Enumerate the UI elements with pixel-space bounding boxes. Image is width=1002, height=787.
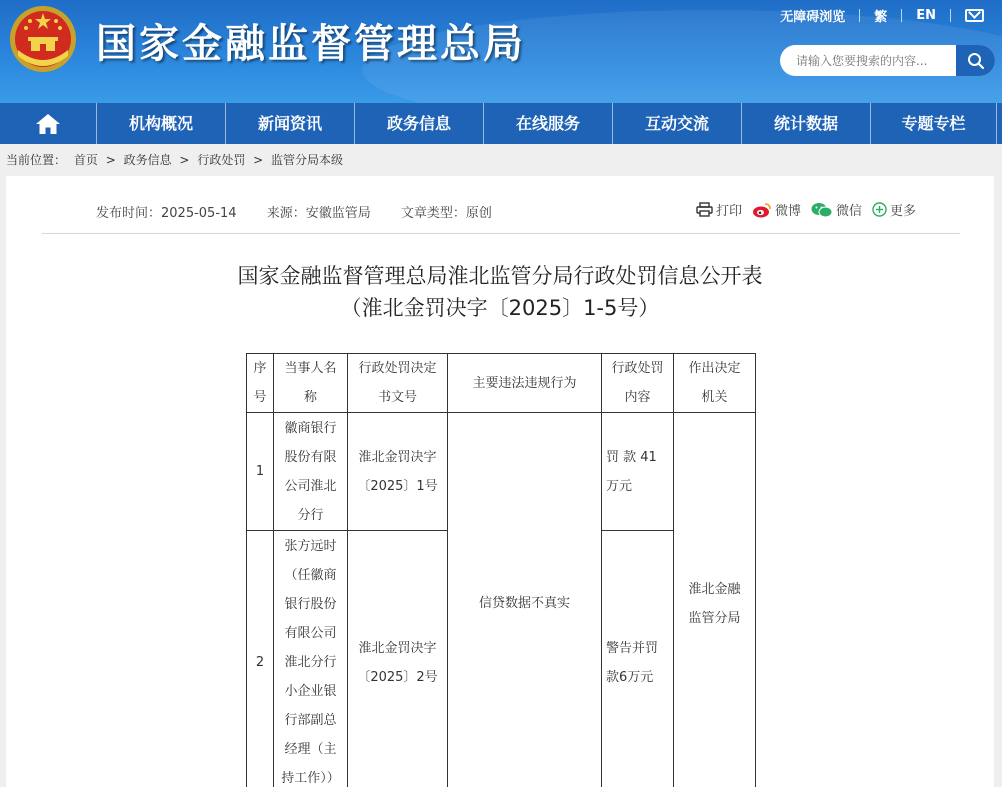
article-panel xyxy=(6,176,994,787)
breadcrumb: 当前位置： 首页 > 政务信息 > 行政处罚 > 监管分局本级 xyxy=(6,153,344,167)
nav-item-organization[interactable]: 机构概况 xyxy=(96,103,225,144)
row-authority: 淮北金融 监管分局 xyxy=(674,413,756,787)
header-authority: 作出决定 机关 xyxy=(674,354,756,413)
plus-circle-icon xyxy=(872,202,887,217)
weibo-icon xyxy=(752,202,772,218)
breadcrumb-home[interactable]: 首页 xyxy=(73,153,98,167)
search-input[interactable] xyxy=(780,45,956,76)
site-header xyxy=(0,0,1002,103)
search-box xyxy=(780,45,995,76)
publish-time: 发布时间：2025-05-14 xyxy=(96,206,237,221)
row-party: 张方远时 （任徽商 银行股份 有限公司 淮北分行 小企业银 行部副总 经理（主 持工作）） xyxy=(274,531,348,787)
english-link[interactable]: EN xyxy=(916,8,936,23)
penalty-table xyxy=(246,353,756,787)
separator xyxy=(901,9,902,22)
row-docno: 淮北金罚决字 〔2025〕2号 xyxy=(348,531,448,787)
share-bar xyxy=(686,200,916,219)
row-content: 警告并罚 款6万元 xyxy=(602,531,674,787)
article-type: 文章类型：原创 xyxy=(400,206,492,221)
more-share-button[interactable]: 更多 xyxy=(872,200,916,219)
traditional-chinese-link[interactable]: 繁 xyxy=(874,10,888,25)
header-docno: 行政处罚决定 书文号 xyxy=(348,354,448,413)
nav-item-statistics[interactable]: 统计数据 xyxy=(741,103,870,144)
article-source: 来源：安徽监管局 xyxy=(266,206,371,221)
search-icon xyxy=(967,52,985,70)
header-violation: 主要违法违规行为 xyxy=(448,354,602,413)
row-violation: 信贷数据不真实 xyxy=(448,413,602,787)
home-icon xyxy=(35,113,61,135)
row-docno: 淮北金罚决字 〔2025〕1号 xyxy=(348,413,448,531)
nav-item-interaction[interactable]: 互动交流 xyxy=(612,103,741,144)
divider xyxy=(42,233,960,234)
national-emblem-icon xyxy=(8,4,78,74)
article-meta xyxy=(96,202,518,221)
top-links xyxy=(780,6,984,25)
table-header-row xyxy=(247,354,756,413)
header-content: 行政处罚 内容 xyxy=(602,354,674,413)
nav-item-government-info[interactable]: 政务信息 xyxy=(354,103,483,144)
separator xyxy=(859,9,860,22)
site-title: 国家金融监督管理总局 xyxy=(96,21,526,67)
table-row xyxy=(247,413,756,531)
row-seq: 2 xyxy=(247,531,274,787)
mail-icon[interactable] xyxy=(965,9,984,22)
breadcrumb-penalty[interactable]: 行政处罚 xyxy=(197,153,246,167)
search-button[interactable] xyxy=(956,45,995,76)
nav-item-online-service[interactable]: 在线服务 xyxy=(483,103,612,144)
printer-icon xyxy=(696,202,713,217)
row-seq: 1 xyxy=(247,413,274,531)
wechat-share-button[interactable]: 微信 xyxy=(811,200,862,219)
nav-item-news[interactable]: 新闻资讯 xyxy=(225,103,354,144)
nav-home[interactable] xyxy=(0,103,96,144)
breadcrumb-branch[interactable]: 监管分局本级 xyxy=(271,153,344,167)
article-title: 国家金融监督管理总局淮北监管分局行政处罚信息公开表 （淮北金罚决字〔2025〕1-5号） xyxy=(237,264,763,320)
header-party: 当事人名 称 xyxy=(274,354,348,413)
main-nav xyxy=(0,103,1002,144)
breadcrumb-government-info[interactable]: 政务信息 xyxy=(123,153,172,167)
wechat-icon xyxy=(811,202,833,218)
print-button[interactable]: 打印 xyxy=(696,200,742,219)
header-seq: 序 号 xyxy=(247,354,274,413)
nav-item-special-topics[interactable]: 专题专栏 xyxy=(870,103,997,144)
row-content: 罚 款 41 万元 xyxy=(602,413,674,531)
weibo-share-button[interactable]: 微博 xyxy=(752,200,801,219)
accessibility-link[interactable]: 无障碍浏览 xyxy=(780,10,846,25)
row-party: 徽商银行 股份有限 公司淮北 分行 xyxy=(274,413,348,531)
separator xyxy=(950,9,951,22)
